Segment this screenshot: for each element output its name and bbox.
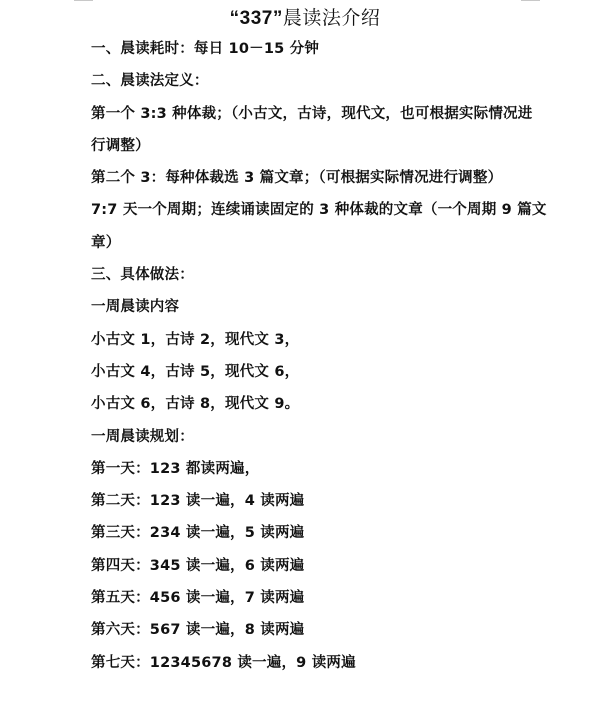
list-item: 小古文 1，古诗 2，现代文 3， bbox=[91, 331, 300, 348]
plan-day-3: 第三天：234 读一遍，5 读两遍 bbox=[91, 525, 305, 542]
plan-day-7: 第七天：12345678 读一遍，9 读两遍 bbox=[91, 654, 356, 671]
plan-day-2: 第二天：123 读一遍，4 读两遍 bbox=[91, 493, 305, 510]
plan-day-5: 第五天：456 读一遍，7 读两遍 bbox=[91, 590, 305, 607]
paragraph-line: 第一个 3:3 种体裁；（小古文，古诗，现代文，也可根据实际情况进 bbox=[91, 105, 533, 122]
document-body bbox=[91, 33, 547, 679]
section-heading-definition: 二、晨读法定义： bbox=[91, 73, 209, 90]
title-prefix: “337” bbox=[229, 8, 283, 29]
page-title bbox=[0, 3, 610, 34]
plan-day-1: 第一天：123 都读两遍， bbox=[91, 460, 260, 477]
section-heading-method: 三、具体做法： bbox=[91, 267, 194, 284]
subheading-weekly-plan: 一周晨读规划： bbox=[91, 428, 194, 445]
paragraph-line: 章） bbox=[91, 234, 121, 251]
section-heading-duration: 一、晨读耗时：每日 10－15 分钟 bbox=[91, 41, 320, 57]
subheading-weekly-content: 一周晨读内容 bbox=[91, 299, 180, 316]
page-corner-mark-left bbox=[74, 0, 93, 1]
plan-day-6: 第六天：567 读一遍，8 读两遍 bbox=[91, 622, 305, 639]
paragraph-line: 第二个 3：每种体裁选 3 篇文章；（可根据实际情况进行调整） bbox=[91, 170, 503, 187]
page-corner-mark-right bbox=[521, 0, 540, 1]
title-main: 晨读法介绍 bbox=[282, 7, 381, 29]
plan-day-4: 第四天：345 读一遍，6 读两遍 bbox=[91, 557, 305, 574]
list-item: 小古文 4，古诗 5，现代文 6， bbox=[91, 363, 300, 380]
list-item: 小古文 6，古诗 8，现代文 9。 bbox=[91, 396, 300, 413]
paragraph-line: 行调整） bbox=[91, 137, 150, 154]
paragraph-line: 7:7 天一个周期；连续诵读固定的 3 种体裁的文章（一个周期 9 篇文 bbox=[91, 202, 547, 219]
